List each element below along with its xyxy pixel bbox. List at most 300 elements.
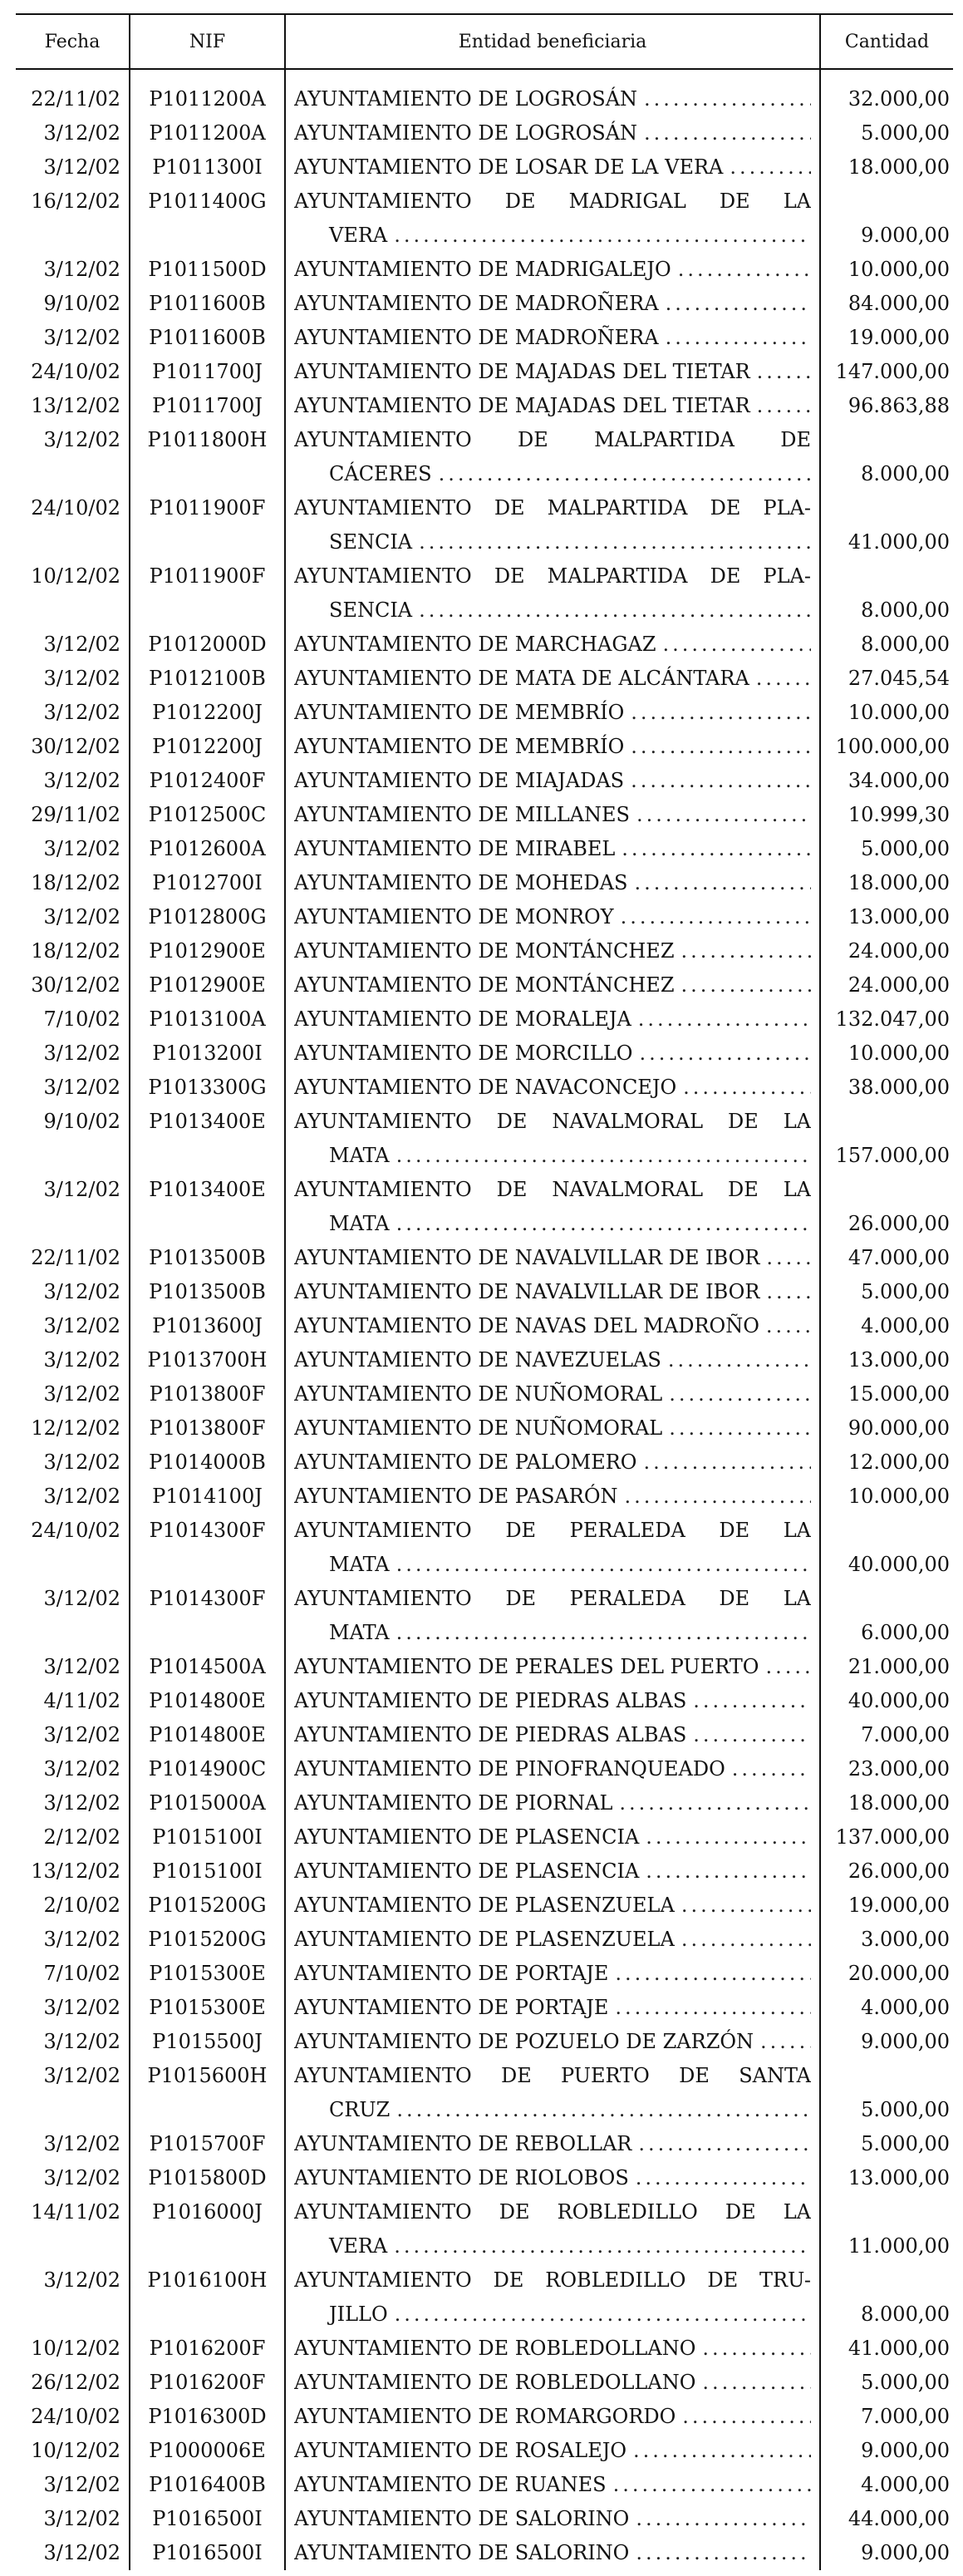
- entidad-line: [294, 491, 811, 525]
- entidad-text: AYUNTAMIENTO DE PALOMERO: [294, 1451, 637, 1474]
- dot-leader: [631, 696, 811, 730]
- table-row: [16, 2400, 953, 2434]
- entidad-line: [294, 2127, 811, 2161]
- table-row: [16, 696, 953, 730]
- entidad-text: AYUNTAMIENTO DE LOGROSÁN: [294, 121, 638, 145]
- entidad-text: AYUNTAMIENTO DE SALORINO: [294, 2541, 630, 2564]
- entidad-line: [294, 2161, 811, 2195]
- cell-nif: P1015200G: [130, 1889, 285, 1923]
- cell-cantidad: 9.000,00: [820, 2536, 953, 2570]
- cell-fecha: 24/10/02: [31, 360, 120, 383]
- table-row: [16, 1480, 953, 1514]
- cell-entidad: [285, 1343, 820, 1377]
- cell-cantidad: 5.000,00: [820, 116, 953, 150]
- cell-cantidad: 41.000,00: [820, 491, 953, 559]
- table-row: [16, 2025, 953, 2059]
- cell-fecha: 3/12/02: [43, 2268, 120, 2292]
- cell-nif: P1011200A: [130, 69, 285, 116]
- entidad-text: AYUNTAMIENTO DE MALPARTIDA DE: [294, 428, 811, 451]
- dot-leader: [693, 1684, 811, 1718]
- dot-leader: [619, 1786, 811, 1820]
- dot-leader: [396, 1548, 811, 1582]
- dot-leader: [666, 321, 811, 355]
- cell-entidad: [285, 69, 820, 116]
- dot-leader: [732, 1752, 811, 1786]
- cell-entidad: [285, 491, 820, 559]
- entidad-text: AYUNTAMIENTO DE ROSALEJO: [294, 2439, 627, 2462]
- cell-entidad: [285, 1820, 820, 1854]
- cell-entidad: [285, 832, 820, 866]
- dot-leader: [766, 1275, 811, 1309]
- dot-leader: [396, 1139, 811, 1173]
- table-row: [16, 2502, 953, 2536]
- cell-nif: P1011700J: [130, 389, 285, 423]
- entidad-line: [294, 1002, 811, 1037]
- entidad-line: [294, 832, 811, 866]
- entidad-line: [294, 1752, 811, 1786]
- entidad-text: AYUNTAMIENTO DE PLASENZUELA: [294, 1928, 675, 1951]
- cell-cantidad: 19.000,00: [820, 321, 953, 355]
- entidad-line: [294, 1173, 811, 1207]
- cell-cantidad: 10.000,00: [820, 1480, 953, 1514]
- dot-leader: [681, 934, 812, 968]
- cell-fecha: 3/12/02: [43, 2507, 120, 2530]
- table-row: [16, 2195, 953, 2263]
- entidad-text: AYUNTAMIENTO DE NAVALVILLAR DE IBOR: [294, 1280, 760, 1303]
- cell-fecha: 3/12/02: [43, 769, 120, 792]
- cell-fecha: 3/12/02: [43, 1076, 120, 1099]
- cell-nif: P1015800D: [130, 2161, 285, 2195]
- entidad-line: [294, 1786, 811, 1820]
- entidad-text: AYUNTAMIENTO DE PINOFRANQUEADO: [294, 1757, 725, 1781]
- entidad-line: [294, 2025, 811, 2059]
- table-row: [16, 1377, 953, 1411]
- entidad-line: [294, 968, 811, 1002]
- dot-leader: [730, 150, 811, 185]
- cell-entidad: [285, 1718, 820, 1752]
- entidad-line: [294, 662, 811, 696]
- cell-fecha: 3/12/02: [43, 2541, 120, 2564]
- dot-leader: [766, 1309, 811, 1343]
- cell-entidad: [285, 628, 820, 662]
- cell-nif: P1013200I: [130, 1037, 285, 1071]
- cell-nif: P1013500B: [130, 1275, 285, 1309]
- entidad-text: AYUNTAMIENTO DE MILLANES: [294, 803, 630, 826]
- entidad-text: AYUNTAMIENTO DE PLASENCIA: [294, 1825, 640, 1849]
- cell-entidad: [285, 1309, 820, 1343]
- cell-nif: P1012400F: [130, 764, 285, 798]
- entidad-text: AYUNTAMIENTO DE ROBLEDILLO DE TRU-: [294, 2268, 811, 2292]
- cell-nif: P1012900E: [130, 934, 285, 968]
- cell-nif: P1012200J: [130, 696, 285, 730]
- entidad-text: AYUNTAMIENTO DE MOHEDAS: [294, 871, 628, 894]
- cell-fecha: 22/11/02: [31, 1246, 120, 1269]
- cell-fecha: 13/12/02: [31, 394, 120, 417]
- cell-fecha: 4/11/02: [43, 1689, 120, 1712]
- cell-fecha: 3/12/02: [43, 1587, 120, 1610]
- cell-fecha: 3/12/02: [43, 2473, 120, 2496]
- cell-cantidad: 10.000,00: [820, 696, 953, 730]
- entidad-text: AYUNTAMIENTO DE MADROÑERA: [294, 292, 659, 315]
- entidad-text: AYUNTAMIENTO DE MIRABEL: [294, 837, 616, 860]
- cell-nif: P1011800H: [130, 423, 285, 491]
- entidad-line: [294, 2434, 811, 2468]
- entidad-line: [294, 116, 811, 150]
- cell-entidad: [285, 798, 820, 832]
- table-row: [16, 150, 953, 185]
- entidad-line: [294, 253, 811, 287]
- dot-leader: [396, 1207, 811, 1241]
- cell-cantidad: 18.000,00: [820, 866, 953, 900]
- dot-leader: [681, 1923, 811, 1957]
- dot-leader: [666, 287, 811, 321]
- cell-entidad: [285, 559, 820, 628]
- entidad-text: AYUNTAMIENTO DE NUÑOMORAL: [294, 1382, 663, 1406]
- cell-nif: P1014300F: [130, 1514, 285, 1582]
- cell-cantidad: 34.000,00: [820, 764, 953, 798]
- header-nif: NIF: [130, 14, 285, 69]
- entidad-line: [294, 1616, 811, 1650]
- dot-leader: [643, 1446, 811, 1480]
- cell-cantidad: 13.000,00: [820, 2161, 953, 2195]
- entidad-line: [294, 525, 811, 559]
- cell-cantidad: 90.000,00: [820, 1411, 953, 1446]
- cell-fecha: 3/12/02: [43, 1928, 120, 1951]
- table-row: [16, 730, 953, 764]
- dot-leader: [669, 1377, 811, 1411]
- cell-nif: P1014800E: [130, 1684, 285, 1718]
- entidad-line: [294, 1275, 811, 1309]
- entidad-line: [294, 1343, 811, 1377]
- cell-fecha: 3/12/02: [43, 1314, 120, 1337]
- cell-nif: P1013400E: [130, 1105, 285, 1173]
- cell-fecha: 3/12/02: [43, 667, 120, 690]
- entidad-text: VERA: [329, 224, 388, 247]
- entidad-line: [294, 321, 811, 355]
- table-row: [16, 423, 953, 491]
- cell-nif: P1011200A: [130, 116, 285, 150]
- cell-nif: P1014100J: [130, 1480, 285, 1514]
- cell-nif: P1012600A: [130, 832, 285, 866]
- dot-leader: [702, 2366, 811, 2400]
- dot-leader: [419, 525, 811, 559]
- cell-nif: P1011700J: [130, 355, 285, 389]
- cell-cantidad: 15.000,00: [820, 1377, 953, 1411]
- entidad-line: [294, 1071, 811, 1105]
- cell-nif: P1013700H: [130, 1343, 285, 1377]
- cell-nif: P1012200J: [130, 730, 285, 764]
- table-row: [16, 1514, 953, 1582]
- cell-entidad: [285, 1889, 820, 1923]
- entidad-text: AYUNTAMIENTO DE PIEDRAS ALBAS: [294, 1689, 687, 1712]
- cell-entidad: [285, 2366, 820, 2400]
- dot-leader: [631, 764, 811, 798]
- entidad-text: AYUNTAMIENTO DE PLASENZUELA: [294, 1894, 675, 1917]
- entidad-line: [294, 457, 811, 491]
- cell-fecha: 3/12/02: [43, 701, 120, 724]
- dot-leader: [634, 866, 811, 900]
- cell-cantidad: 3.000,00: [820, 1923, 953, 1957]
- entidad-line: [294, 866, 811, 900]
- cell-fecha: 3/12/02: [43, 1996, 120, 2019]
- cell-fecha: 29/11/02: [31, 803, 120, 826]
- dot-leader: [678, 253, 811, 287]
- dot-leader: [765, 1650, 811, 1684]
- cell-entidad: [285, 2434, 820, 2468]
- dot-leader: [394, 2229, 811, 2263]
- entidad-text: MATA: [329, 1621, 390, 1644]
- entidad-text: AYUNTAMIENTO DE ROMARGORDO: [294, 2405, 676, 2428]
- table-row: [16, 1105, 953, 1173]
- cell-nif: P1015300E: [130, 1957, 285, 1991]
- header-fecha: Fecha: [16, 14, 130, 69]
- cell-entidad: [285, 321, 820, 355]
- cell-fecha: 3/12/02: [43, 905, 120, 928]
- entidad-line: [294, 1480, 811, 1514]
- entidad-line: [294, 628, 811, 662]
- cell-entidad: [285, 1241, 820, 1275]
- entidad-line: [294, 1037, 811, 1071]
- entidad-line: [294, 2229, 811, 2263]
- cell-nif: P1014800E: [130, 1718, 285, 1752]
- cell-fecha: 22/11/02: [31, 87, 120, 111]
- cell-entidad: [285, 2263, 820, 2332]
- cell-cantidad: 6.000,00: [820, 1582, 953, 1650]
- cell-nif: P1016500I: [130, 2536, 285, 2570]
- cell-cantidad: 100.000,00: [820, 730, 953, 764]
- entidad-text: AYUNTAMIENTO DE PORTAJE: [294, 1962, 609, 1985]
- cell-entidad: [285, 2536, 820, 2570]
- cell-cantidad: 23.000,00: [820, 1752, 953, 1786]
- table-row: [16, 1309, 953, 1343]
- cell-fecha: 9/10/02: [43, 292, 120, 315]
- cell-nif: P1000006E: [130, 2434, 285, 2468]
- entidad-line: [294, 2298, 811, 2332]
- cell-entidad: [285, 2025, 820, 2059]
- entidad-line: [294, 696, 811, 730]
- cell-nif: P1014900C: [130, 1752, 285, 1786]
- entidad-line: [294, 2400, 811, 2434]
- entidad-line: [294, 2093, 811, 2127]
- cell-entidad: [285, 866, 820, 900]
- entidad-line: [294, 355, 811, 389]
- table-row: [16, 2127, 953, 2161]
- dot-leader: [615, 1991, 811, 2025]
- cell-entidad: [285, 968, 820, 1002]
- cell-entidad: [285, 116, 820, 150]
- entidad-text: AYUNTAMIENTO DE MARCHAGAZ: [294, 633, 656, 656]
- entidad-text: MATA: [329, 1553, 390, 1576]
- cell-entidad: [285, 2400, 820, 2434]
- cell-cantidad: 137.000,00: [820, 1820, 953, 1854]
- cell-entidad: [285, 1786, 820, 1820]
- cell-entidad: [285, 1275, 820, 1309]
- dot-leader: [639, 1037, 811, 1071]
- cell-entidad: [285, 389, 820, 423]
- entidad-text: AYUNTAMIENTO DE NAVAS DEL MADROÑO: [294, 1314, 759, 1337]
- cell-cantidad: 10.999,30: [820, 798, 953, 832]
- entidad-text: VERA: [329, 2234, 388, 2258]
- dot-leader: [439, 457, 811, 491]
- cell-cantidad: 5.000,00: [820, 1275, 953, 1309]
- dot-leader: [419, 594, 811, 628]
- cell-cantidad: 26.000,00: [820, 1854, 953, 1889]
- table-row: [16, 1820, 953, 1854]
- table-row: [16, 2059, 953, 2127]
- entidad-line: [294, 1241, 811, 1275]
- cell-cantidad: 5.000,00: [820, 2059, 953, 2127]
- cell-nif: P1014000B: [130, 1446, 285, 1480]
- cell-cantidad: 9.000,00: [820, 2025, 953, 2059]
- entidad-line: [294, 1718, 811, 1752]
- dot-leader: [396, 1616, 811, 1650]
- table-row: [16, 2434, 953, 2468]
- dot-leader: [757, 355, 811, 389]
- dot-leader: [681, 1889, 811, 1923]
- cell-nif: P1011300I: [130, 150, 285, 185]
- cell-entidad: [285, 2059, 820, 2127]
- cell-entidad: [285, 1991, 820, 2025]
- cell-cantidad: 8.000,00: [820, 628, 953, 662]
- cell-fecha: 3/12/02: [43, 326, 120, 349]
- table-row: [16, 1684, 953, 1718]
- cell-nif: P1011400G: [130, 185, 285, 253]
- table-row: [16, 1650, 953, 1684]
- cell-entidad: [285, 2468, 820, 2502]
- dot-leader: [638, 2127, 811, 2161]
- cell-entidad: [285, 2127, 820, 2161]
- cell-entidad: [285, 1377, 820, 1411]
- table-row: [16, 1923, 953, 1957]
- cell-fecha: 12/12/02: [31, 1416, 120, 1440]
- table-row: [16, 866, 953, 900]
- cell-fecha: 10/12/02: [31, 2439, 120, 2462]
- entidad-text: AYUNTAMIENTO DE PIEDRAS ALBAS: [294, 1723, 687, 1746]
- cell-cantidad: 4.000,00: [820, 1309, 953, 1343]
- cell-entidad: [285, 1105, 820, 1173]
- cell-entidad: [285, 662, 820, 696]
- cell-nif: P1016500I: [130, 2502, 285, 2536]
- cell-entidad: [285, 1923, 820, 1957]
- cell-entidad: [285, 1957, 820, 1991]
- entidad-text: AYUNTAMIENTO DE MORALEJA: [294, 1007, 631, 1031]
- entidad-text: AYUNTAMIENTO DE PUERTO DE SANTA: [294, 2064, 811, 2087]
- entidad-text: AYUNTAMIENTO DE NAVALMORAL DE LA: [294, 1178, 811, 1201]
- entidad-text: AYUNTAMIENTO DE PERALEDA DE LA: [294, 1587, 811, 1610]
- cell-cantidad: 24.000,00: [820, 968, 953, 1002]
- entidad-line: [294, 287, 811, 321]
- table-row: [16, 1957, 953, 1991]
- dot-leader: [396, 2093, 811, 2127]
- entidad-text: SENCIA: [329, 530, 413, 554]
- cell-nif: P1014300F: [130, 1582, 285, 1650]
- dot-leader: [395, 2298, 811, 2332]
- entidad-line: [294, 185, 811, 219]
- cell-nif: P1013100A: [130, 1002, 285, 1037]
- entidad-text: AYUNTAMIENTO DE MADRIGALEJO: [294, 258, 671, 281]
- entidad-line: [294, 150, 811, 185]
- cell-entidad: [285, 934, 820, 968]
- cell-cantidad: 5.000,00: [820, 2127, 953, 2161]
- dot-leader: [644, 116, 811, 150]
- cell-cantidad: 27.045,54: [820, 662, 953, 696]
- cell-fecha: 3/12/02: [43, 155, 120, 179]
- dot-leader: [668, 1343, 811, 1377]
- cell-fecha: 30/12/02: [31, 973, 120, 997]
- cell-entidad: [285, 900, 820, 934]
- cell-cantidad: 7.000,00: [820, 1718, 953, 1752]
- table-row: [16, 1241, 953, 1275]
- dot-leader: [681, 968, 812, 1002]
- cell-cantidad: 8.000,00: [820, 559, 953, 628]
- cell-nif: P1013800F: [130, 1411, 285, 1446]
- cell-entidad: [285, 1650, 820, 1684]
- cell-fecha: 16/12/02: [31, 190, 120, 213]
- cell-cantidad: 40.000,00: [820, 1514, 953, 1582]
- entidad-text: AYUNTAMIENTO DE MEMBRÍO: [294, 701, 625, 724]
- entidad-line: [294, 1582, 811, 1616]
- subsidies-table: [16, 13, 953, 2570]
- cell-fecha: 10/12/02: [31, 2337, 120, 2360]
- cell-nif: P1013600J: [130, 1309, 285, 1343]
- cell-entidad: [285, 2161, 820, 2195]
- cell-cantidad: 44.000,00: [820, 2502, 953, 2536]
- entidad-text: JILLO: [329, 2303, 388, 2326]
- entidad-text: AYUNTAMIENTO DE SALORINO: [294, 2507, 630, 2530]
- entidad-text: CRUZ: [329, 2098, 391, 2121]
- entidad-line: [294, 559, 811, 594]
- cell-entidad: [285, 355, 820, 389]
- entidad-text: AYUNTAMIENTO DE RIOLOBOS: [294, 2166, 629, 2189]
- entidad-line: [294, 934, 811, 968]
- entidad-line: [294, 1923, 811, 1957]
- entidad-text: AYUNTAMIENTO DE PORTAJE: [294, 1996, 609, 2019]
- cell-fecha: 3/12/02: [43, 633, 120, 656]
- cell-entidad: [285, 1173, 820, 1241]
- cell-fecha: 3/12/02: [43, 2030, 120, 2053]
- entidad-line: [294, 1991, 811, 2025]
- cell-entidad: [285, 253, 820, 287]
- cell-cantidad: 10.000,00: [820, 253, 953, 287]
- dot-leader: [636, 2161, 811, 2195]
- cell-nif: P1015000A: [130, 1786, 285, 1820]
- dot-leader: [636, 798, 811, 832]
- cell-entidad: [285, 1582, 820, 1650]
- table-row: [16, 559, 953, 628]
- entidad-text: AYUNTAMIENTO DE NAVEZUELAS: [294, 1348, 661, 1372]
- cell-nif: P1015100I: [130, 1820, 285, 1854]
- entidad-text: AYUNTAMIENTO DE MADRIGAL DE LA: [294, 190, 811, 213]
- cell-fecha: 3/12/02: [43, 1791, 120, 1815]
- entidad-text: AYUNTAMIENTO DE REBOLLAR: [294, 2132, 632, 2155]
- cell-nif: P1015700F: [130, 2127, 285, 2161]
- cell-cantidad: 12.000,00: [820, 1446, 953, 1480]
- entidad-line: [294, 1820, 811, 1854]
- cell-fecha: 9/10/02: [43, 1110, 120, 1133]
- cell-cantidad: 47.000,00: [820, 1241, 953, 1275]
- cell-fecha: 13/12/02: [31, 1859, 120, 1883]
- cell-fecha: 7/10/02: [43, 1962, 120, 1985]
- cell-fecha: 18/12/02: [31, 939, 120, 963]
- entidad-text: AYUNTAMIENTO DE MALPARTIDA DE PLA-: [294, 564, 811, 588]
- entidad-line: [294, 389, 811, 423]
- cell-fecha: 3/12/02: [43, 1757, 120, 1781]
- cell-nif: P1016000J: [130, 2195, 285, 2263]
- entidad-text: AYUNTAMIENTO DE NAVALVILLAR DE IBOR: [294, 1246, 760, 1269]
- table-row: [16, 900, 953, 934]
- cell-fecha: 3/12/02: [43, 1178, 120, 1201]
- entidad-text: AYUNTAMIENTO DE NAVACONCEJO: [294, 1076, 677, 1099]
